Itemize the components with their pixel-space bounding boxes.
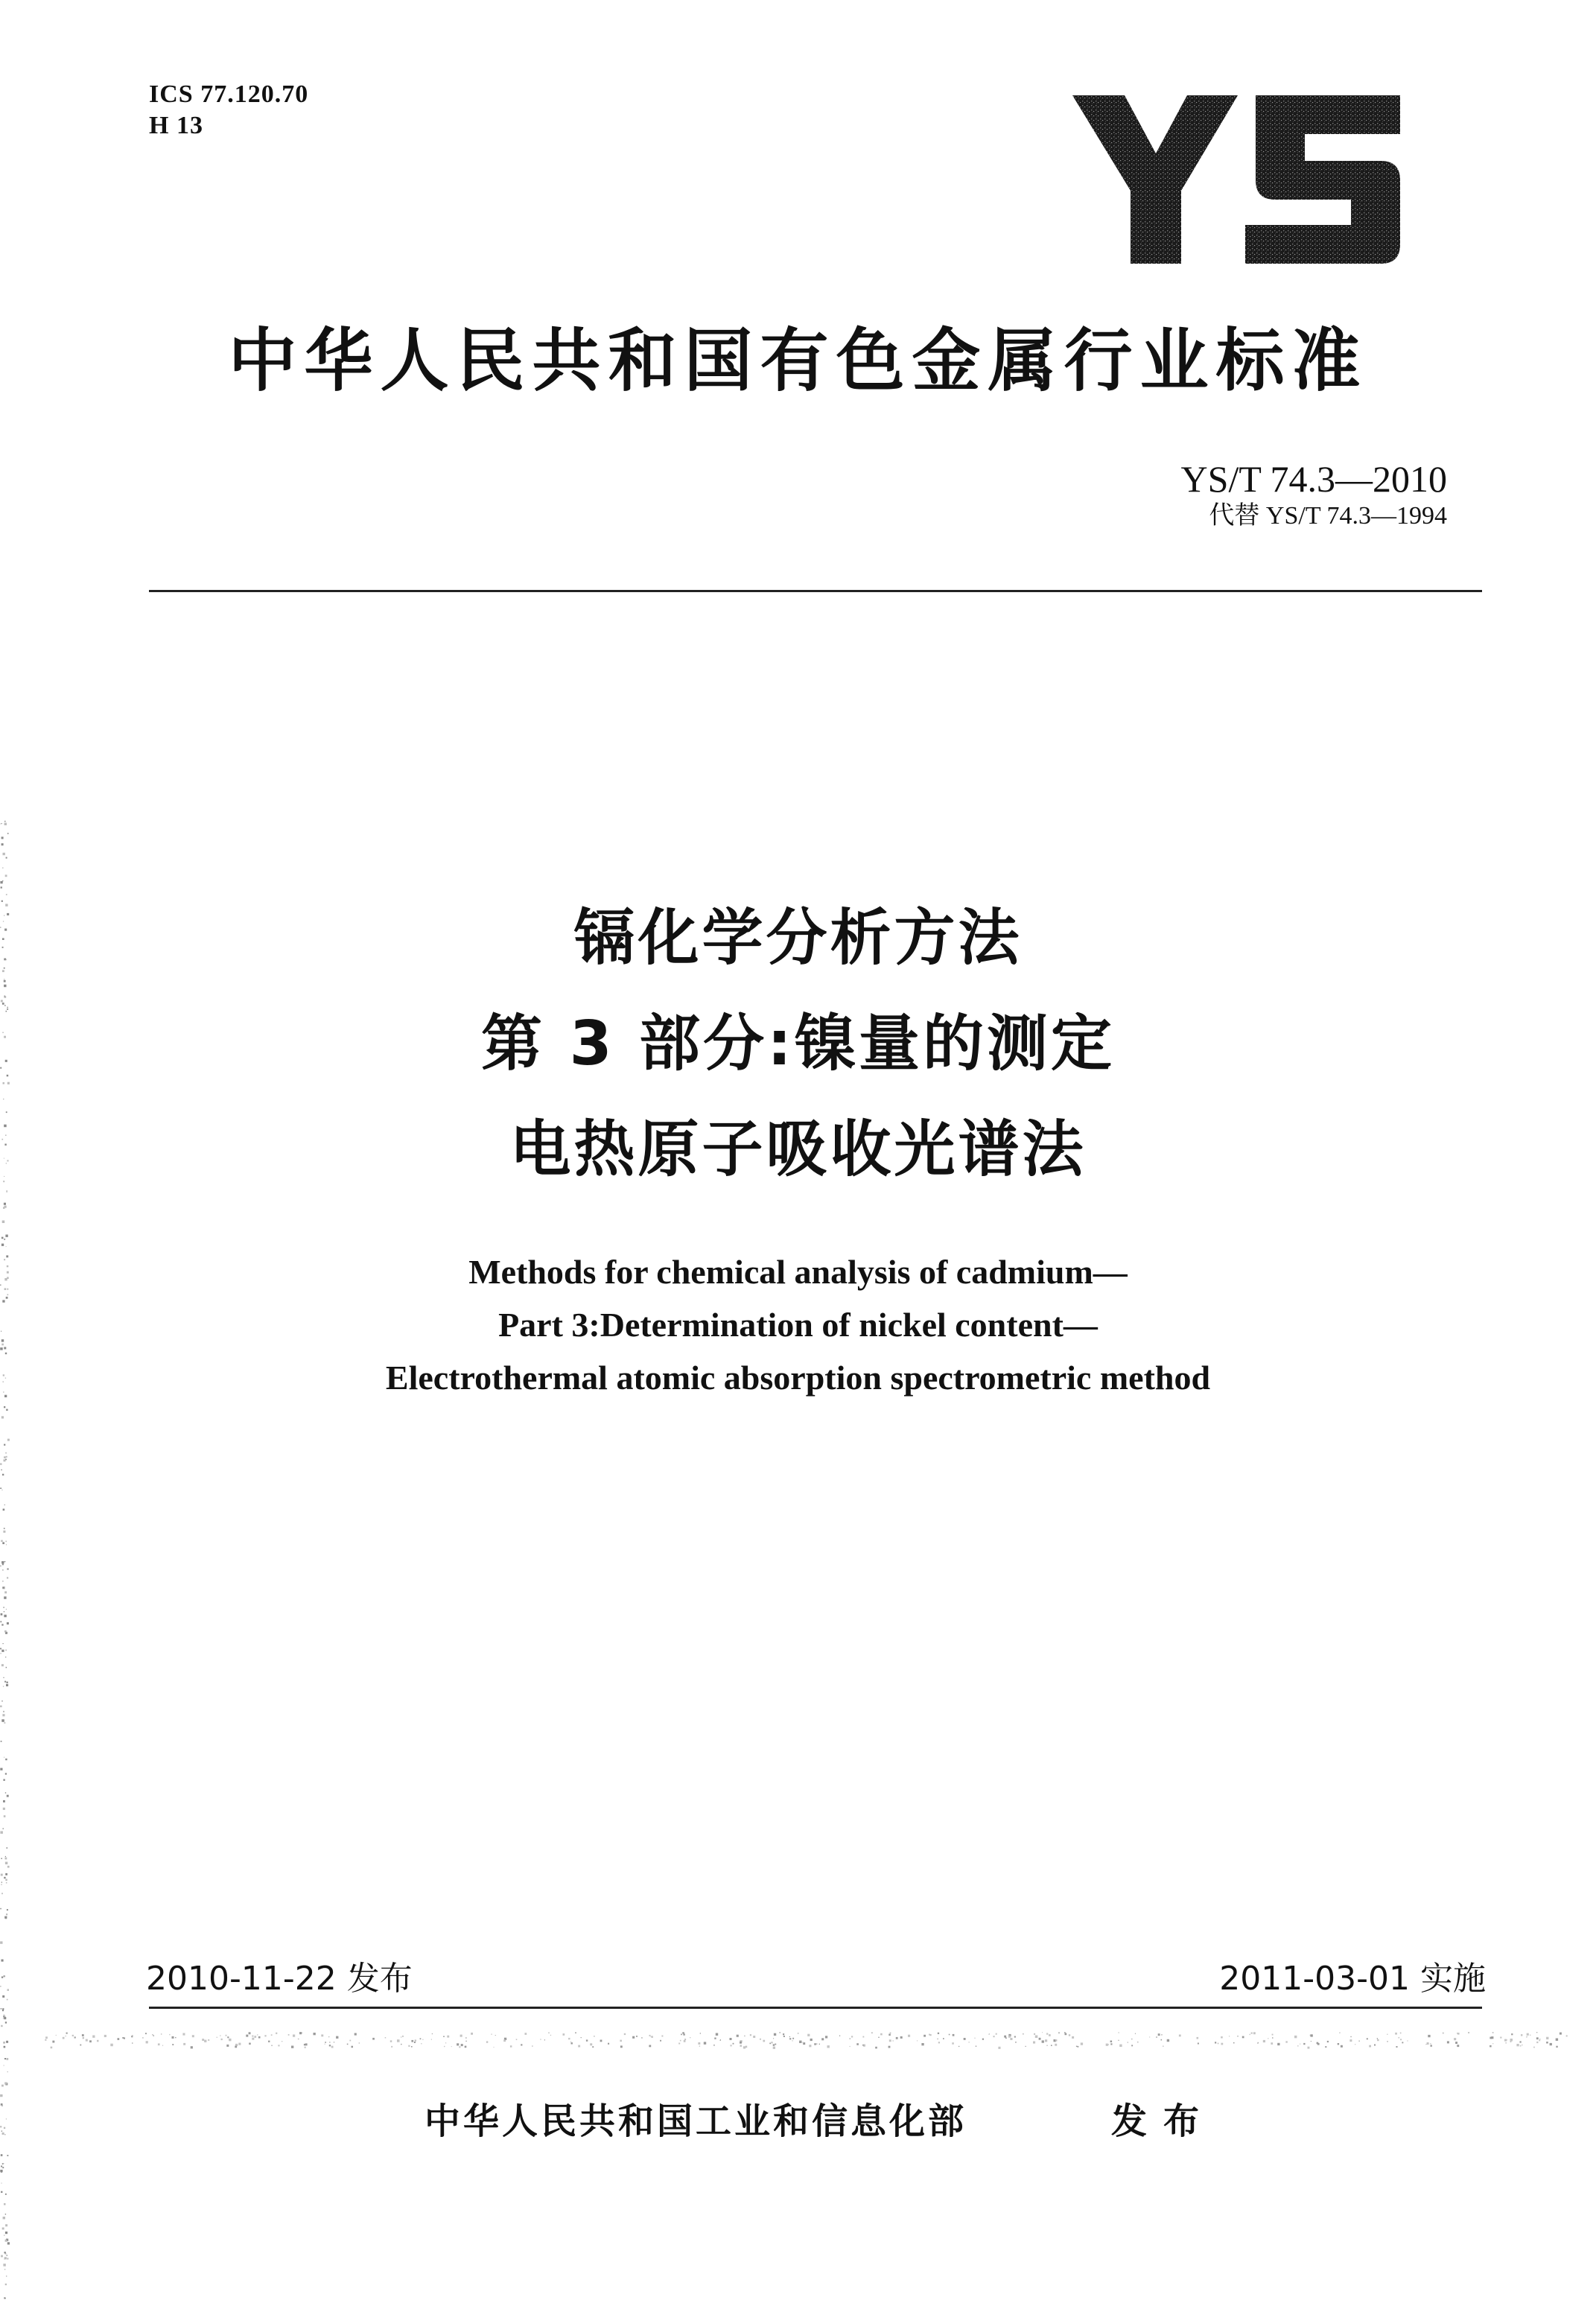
footer-divider — [149, 2007, 1482, 2009]
issuer-name: 中华人民共和国工业和信息化部 — [425, 2100, 967, 2142]
ics-code: ICS 77.120.70 — [149, 80, 309, 108]
title-zh-line-1: 镉化学分析方法 — [573, 903, 1023, 974]
header-divider — [149, 590, 1482, 592]
title-en-line-2: Part 3:Determination of nickel content— — [498, 1306, 1098, 1344]
ys-logo — [1072, 95, 1400, 267]
standard-body-title: 中华人民共和国有色金属行业标准 — [228, 321, 1368, 401]
title-en-line-3: Electrothermal atomic absorption spectrometric method — [385, 1359, 1211, 1397]
title-zh-line-3: 电热原子吸收光谱法 — [509, 1114, 1087, 1185]
title-zh-line-2: 第 3 部分:镍量的测定 — [481, 1009, 1115, 1079]
standard-number: YS/T 74.3—2010 — [1180, 458, 1447, 500]
scan-noise — [45, 2032, 1571, 2050]
title-en-line-1: Methods for chemical analysis of cadmium— — [468, 1253, 1128, 1291]
replaced-standard-number: 代替 YS/T 74.3—1994 — [1209, 502, 1447, 530]
issue-date: 2010-11-22 发布 — [146, 1960, 413, 1998]
issuer-action: 发布 — [1111, 2100, 1216, 2142]
scan-edge — [0, 819, 10, 2302]
ccs-code: H 13 — [149, 112, 203, 139]
implementation-date: 2011-03-01 实施 — [1219, 1960, 1486, 1998]
